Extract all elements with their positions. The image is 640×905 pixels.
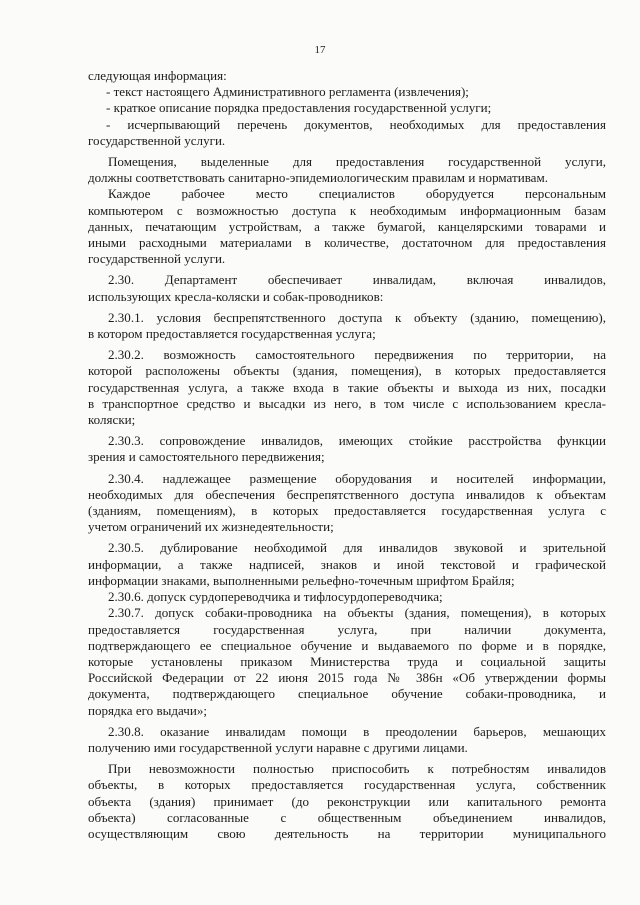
text-line: 2.30.6. допуск сурдопереводчика и тифлосурдопереводчика;	[108, 589, 443, 605]
text-line: Каждое рабочее место специалистов оборудуется персональным	[108, 186, 606, 202]
text-line: порядка его выдачи»;	[88, 702, 207, 718]
text-line: иными расходными материалами в количестве, достаточном для предоставления	[88, 235, 606, 251]
text-line: компьютером с возможностью доступа к необходимым информационным базам	[88, 202, 606, 218]
text-line: государственной услуги.	[88, 132, 226, 148]
text-line: в котором предоставляется государственная услуга;	[88, 326, 376, 342]
text-line: - исчерпывающий перечень документов, необходимых для предоставления	[106, 116, 606, 132]
text-line: объекта) согласованные с общественным объединением инвалидов,	[88, 809, 606, 825]
text-line: 2.30.5. дублирование необходимой для инвалидов звуковой и зрительной	[108, 540, 606, 556]
text-line: Помещения, выделенные для предоставления государственной услуги,	[108, 154, 606, 170]
text-line: предоставляется государственная услуга, при наличии документа,	[88, 621, 606, 637]
text-line: информации, а также надписей, знаков и иной текстовой и графической	[88, 556, 606, 572]
text-line: зрения и самостоятельного передвижения;	[88, 449, 325, 465]
text-line: 2.30.7. допуск собаки-проводника на объекты (здания, помещения), в которых	[108, 605, 606, 621]
text-line: получению ими государственной услуги наравне с другими лицами.	[88, 739, 468, 755]
text-line: (зданиям, помещениям), в которых предоставляется государственная услуга с	[88, 503, 606, 519]
text-line: 2.30.2. возможность самостоятельного передвижения по территории, на	[108, 347, 606, 363]
text-line: объекта (здания) принимает (до реконструкции или капитального ремонта	[88, 793, 606, 809]
text-line: которые установлены приказом Министерства труда и социальной защиты	[88, 653, 606, 669]
text-line: использующих кресла-коляски и собак-проводников:	[88, 288, 384, 304]
text-line: которой расположены объекты (здания, помещения), в которых предоставляется	[88, 363, 606, 379]
text-line: государственной услуги.	[88, 251, 226, 267]
text-line: данных, печатающим устройствам, а также бумагой, канцелярскими товарами и	[88, 218, 606, 234]
text-line: 2.30.4. надлежащее размещение оборудования и носителей информации,	[108, 470, 606, 486]
text-line: 2.30.1. условия беспрепятственного доступа к объекту (зданию, помещению),	[108, 309, 606, 325]
text-line: - краткое описание порядка предоставления государственной услуги;	[106, 100, 492, 116]
text-line: При невозможности полностью приспособить к потребностям инвалидов	[108, 761, 606, 777]
text-line: в транспортное средство и высадки из него, в том числе с использованием кресла-	[88, 395, 606, 411]
text-line: 2.30.3. сопровождение инвалидов, имеющих стойкие расстройства функции	[108, 433, 606, 449]
text-line: 2.30. Департамент обеспечивает инвалидам, включая инвалидов,	[108, 272, 606, 288]
text-line: подтверждающего ее специальное обучение и выдаваемого по форме и в порядке,	[88, 637, 606, 653]
text-line: учетом ограничений их жизнедеятельности;	[88, 519, 334, 535]
text-line: следующая информация:	[88, 68, 227, 83]
document-body	[88, 68, 606, 842]
text-line: осуществляющим свою деятельность на территории муниципального	[88, 825, 606, 841]
text-line: необходимых для обеспечения беспрепятственного доступа инвалидов к объектам	[88, 486, 606, 502]
text-line: - текст настоящего Административного регламента (извлечения);	[106, 84, 469, 100]
text-line: 2.30.8. оказание инвалидам помощи в преодолении барьеров, мешающих	[108, 723, 606, 739]
text-line: Российской Федерации от 22 июня 2015 года № 386н «Об утверждении формы	[88, 670, 606, 686]
text-line: документа, подтверждающего специальное обучение собаки-проводника, и	[88, 686, 606, 702]
text-line: информации знаками, выполненными рельефно-точечным шрифтом Брайля;	[88, 572, 515, 588]
page-number: 17	[314, 44, 326, 56]
text-line: коляски;	[88, 412, 136, 428]
text-line: государственная услуга, а также входа в такие объекты и выхода из них, посадки	[88, 379, 606, 395]
text-line: объекты, в которых предоставляется государственная услуга, собственник	[88, 777, 606, 793]
text-line: должны соответствовать санитарно-эпидемиологическим правилам и нормативам.	[88, 170, 548, 186]
